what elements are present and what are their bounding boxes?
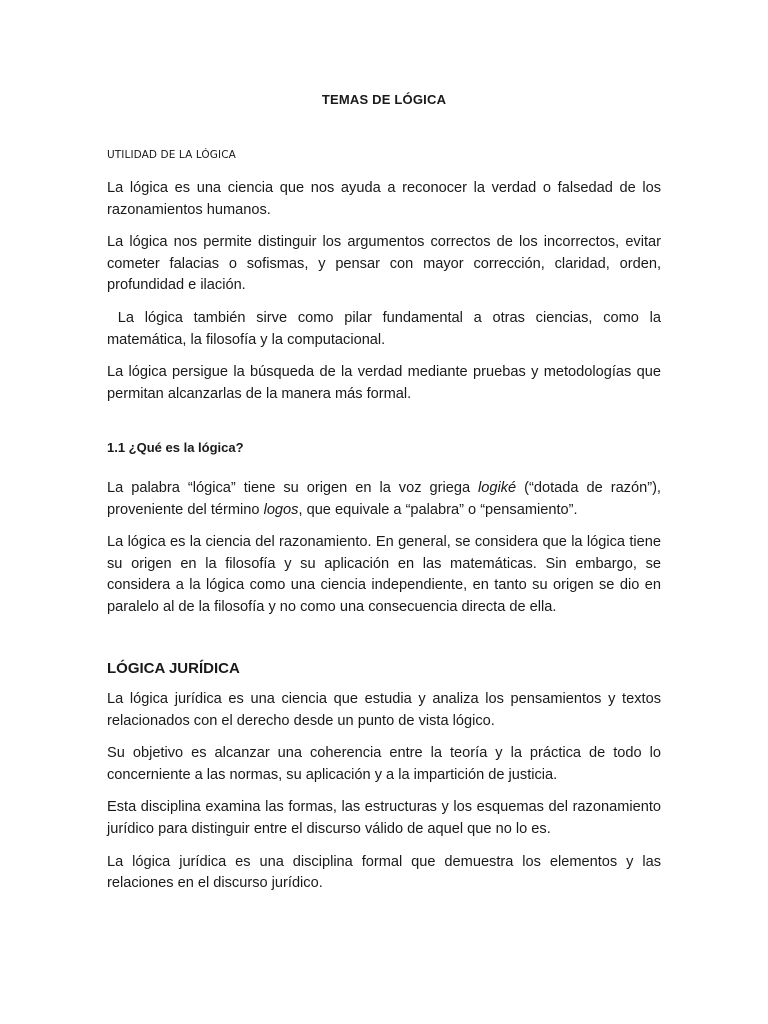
italic-term-logos: logos (263, 501, 299, 518)
paragraph: La lógica también sirve como pilar fundamental a otras ciencias, como la matemática, la filosofía y la computacional. (107, 309, 666, 348)
paragraph: La lógica jurídica es una ciencia que estudia y analiza los pensamientos y textos relacionados con el derecho desde un punto de vista lógico. (107, 691, 661, 729)
italic-term-logike: logiké (478, 480, 517, 496)
paragraph: Esta disciplina examina las formas, las estructuras y los esquemas del razonamiento jurídico para distinguir entre el discurso válido de aquel que no lo es. (107, 799, 661, 837)
paragraph: La lógica persigue la búsqueda de la verdad mediante pruebas y metodologías que permitan alcanzarlas de la manera más formal. (107, 364, 661, 402)
paragraph: Su objetivo es alcanzar una coherencia entre la teoría y la práctica de todo lo concerniente a las normas, su aplicación y a la impartición de justicia. (107, 745, 661, 783)
paragraph: La lógica es una ciencia que nos ayuda a reconocer la verdad o falsedad de los razonamientos humanos. (107, 180, 661, 218)
paragraph-etymology (107, 478, 661, 521)
paragraph: La lógica es la ciencia del razonamiento. En general, se considera que la lógica tiene su origen en la filosofía y su aplicación en las matemáticas. Sin embargo, se considera a la lógica como una ciencia independiente, en tanto su origen se dio en paralelo al de la filosofía y no como una consecuencia directa de ella. (107, 534, 661, 615)
section-body-logica-juridica (107, 689, 661, 906)
section-heading-utilidad: UTILIDAD DE LA LÓGICA (107, 149, 236, 161)
section-heading-logica-juridica: LÓGICA JURÍDICA (107, 660, 240, 677)
paragraph: La lógica jurídica es una disciplina formal que demuestra los elementos y las relaciones en el discurso jurídico. (107, 853, 661, 892)
section-body-que-es (107, 478, 661, 630)
text-run: (“dotada de razón”), proveniente del término (107, 480, 661, 518)
text-run: , que equivale a “palabra” o “pensamiento”. (298, 501, 578, 518)
section-heading-que-es: 1.1 ¿Qué es la lógica? (107, 440, 244, 455)
section-body-utilidad (107, 178, 666, 416)
text-run: La palabra “lógica” tiene su origen en la voz griega (107, 480, 479, 496)
paragraph: La lógica nos permite distinguir los argumentos correctos de los incorrectos, evitar cometer falacias o sofismas, y pensar con mayor corrección, claridad, orden, profundidad e ilación. (107, 234, 661, 294)
document-title: TEMAS DE LÓGICA (321, 92, 447, 107)
